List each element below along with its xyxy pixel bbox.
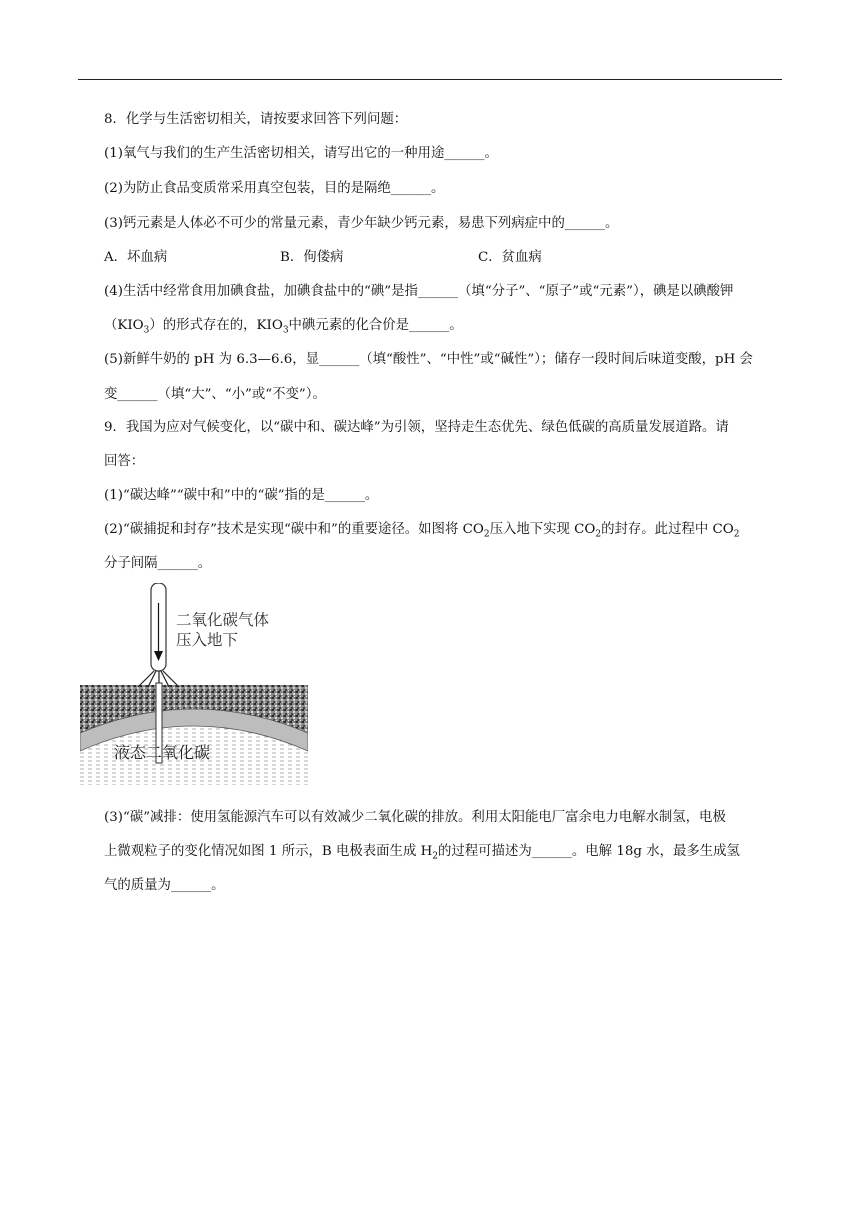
co2-storage-figure — [80, 583, 308, 787]
q8-part4-line1: (4)生活中经常食用加碘食盐，加碘食盐中的“碘”是指______（填“分子”、“原子”或“元素”），碘是以碘酸钾 — [104, 284, 734, 299]
q9-part2-line2: 分子间隔______。 — [104, 556, 212, 571]
q9-part3-line1: (3)“碳”减排：使用氢能源汽车可以有效减少二氧化碳的排放。利用太阳能电厂富余电力电解水制氢，电极 — [104, 810, 726, 825]
option-c: C．贫血病 — [478, 250, 542, 265]
q8-part5-line1: (5)新鲜牛奶的 pH 为 6.3—6.6，显______（填“酸性”、“中性”或“碱性”）；储存一段时间后味道变酸，pH 会 — [104, 352, 753, 367]
q8-part2: (2)为防止食品变质常采用真空包装，目的是隔绝______。 — [104, 181, 445, 196]
q9-stem-line2: 回答： — [104, 454, 145, 469]
q9-part2-line1: (2)“碳捕捉和封存”技术是实现“碳中和”的重要途径。如图将 $CO_2$压入地下实现 $CO_2$的封存。此过程中 $CO_2$ — [104, 522, 740, 540]
option-a: A．坏血病 — [104, 250, 168, 265]
q8-part5-line2: 变______（填“大”、“小”或“不变”）。 — [104, 387, 326, 402]
q8-part4-line2: $(KIO_3)$的形式存在的，$KIO_3$中碘元素的化合价是______。 — [104, 318, 463, 336]
q8-options — [104, 246, 782, 266]
q9-part3-line2: 上微观粒子的变化情况如图 1 所示，B 电极表面生成 $H_2$的过程可描述为______。电解 18g 水，最多生成氢 — [104, 844, 740, 862]
header-rule — [78, 79, 782, 80]
q8-stem: 8．化学与生活密切相关，请按要求回答下列问题： — [104, 112, 408, 127]
q9-part3-line3: 气的质量为______。 — [104, 878, 225, 893]
q8-part1: (1)氧气与我们的生产生活密切相关，请写出它的一种用途______。 — [104, 146, 498, 161]
q8-part3: (3)钙元素是人体必不可少的常量元素，青少年缺少钙元素，易患下列病症中的______。 — [104, 216, 619, 231]
q9-part1: (1)“碳达峰”“碳中和”中的“碳”指的是______。 — [104, 488, 379, 503]
figure-label-bottom: 液态二氧化碳 — [114, 743, 211, 762]
option-b: B．佝偻病 — [280, 250, 344, 265]
q9-stem-line1: 9．我国为应对气候变化，以“碳中和、碳达峰”为引领，坚持走生态优先、绿色低碳的高质量发展道路。请 — [104, 420, 729, 435]
figure-label-top: 二氧化碳气体 压入地下 — [176, 611, 270, 649]
